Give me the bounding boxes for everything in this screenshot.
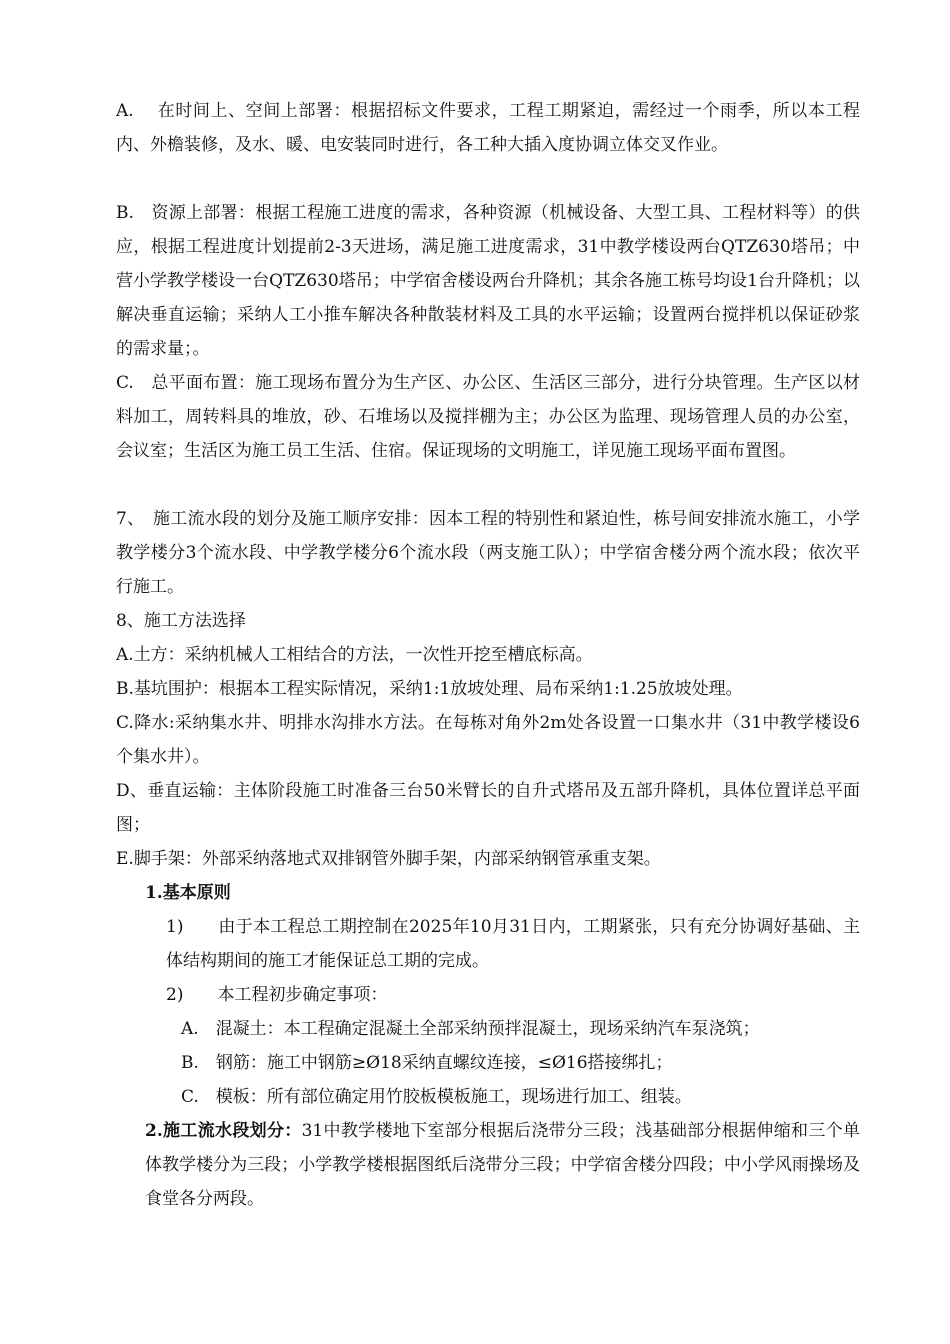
method-dewatering: [116, 706, 860, 774]
paragraph-methods-title: [116, 604, 860, 638]
method-vertical-transport: [116, 774, 860, 842]
paragraph-text: A.土方：采纳机械人工相结合的方法，一次性开挖至槽底标高。: [116, 645, 593, 665]
paragraph-text: 1) 由于本工程总工期控制在2025年10月31日内，工期紧张，只有充分协调好基础、主体结构期间的施工才能保证总工期的完成。: [166, 917, 860, 971]
method-pit-support: [116, 672, 860, 706]
paragraph-text: C.降水:采纳集水井、明排水沟排水方法。在每栋对角外2m处各设置一口集水井（31中教学楼设6个集水井）。: [116, 713, 860, 767]
paragraph-time-space: [116, 94, 860, 162]
heading-text: 1.基本原则: [145, 883, 231, 903]
paragraph-text: D、垂直运输：主体阶段施工时准备三台50米臂长的自升式塔吊及五部升降机，具体位置详总平面图；: [116, 781, 860, 835]
paragraph-text: C. 模板：所有部位确定用竹胶板模板施工，现场进行加工、组装。: [181, 1087, 692, 1107]
principle-item-1: [166, 910, 860, 978]
method-scaffolding: [116, 842, 860, 876]
paragraph-text: B.基坑围护：根据本工程实际情况，采纳1:1放坡处理、局布采纳1:1.25放坡处理。: [116, 679, 743, 699]
item-concrete: [181, 1012, 860, 1046]
item-rebar: [181, 1046, 860, 1080]
paragraph-text: A. 混凝土：本工程确定混凝土全部采纳预拌混凝土，现场采纳汽车泵浇筑；: [181, 1019, 760, 1039]
heading-text: 2.施工流水段划分：: [145, 1121, 302, 1141]
paragraph-text: A. 在时间上、空间上部署：根据招标文件要求，工程工期紧迫，需经过一个雨季，所以本工程内、外檐装修，及水、暖、电安装同时进行，各工种大插入度协调立体交叉作业。: [116, 101, 860, 155]
paragraph-text: E.脚手架：外部采纳落地式双排钢管外脚手架，内部采纳钢管承重支架。: [116, 849, 661, 869]
paragraph-flow-division: [145, 1114, 860, 1216]
principle-item-2: [166, 978, 860, 1012]
item-formwork: [181, 1080, 860, 1114]
method-earthwork: [116, 638, 860, 672]
paragraph-text: 2) 本工程初步确定事项：: [166, 985, 388, 1005]
paragraph-text: C. 总平面布置：施工现场布置分为生产区、办公区、生活区三部分，进行分块管理。生产区以材料加工，周转料具的堆放，砂、石堆场以及搅拌棚为主；办公区为监理、现场管理人员的办公室，会议室；生活区为施工员工生活、住宿。保证现场的文明施工，详见施工现场平面布置图。: [116, 373, 860, 461]
paragraph-text: [145, 1114, 860, 1216]
paragraph-site-layout: [116, 366, 860, 468]
paragraph-flow-sections: [116, 502, 860, 604]
paragraph-text: B. 钢筋：施工中钢筋≥Ø18采纳直螺纹连接，≤Ø16搭接绑扎；: [181, 1053, 673, 1073]
paragraph-text: B. 资源上部署：根据工程施工进度的需求，各种资源（机械设备、大型工具、工程材料等）的供应，根据工程进度计划提前2-3天进场，满足施工进度需求，31中教学楼设两台QTZ630塔吊；中营小学教学楼设一台QTZ630塔吊；中学宿舍楼设两台升降机；其余各施工栋号均设1台升降机；以解决垂直运输；采纳人工小推车解决各种散装材料及工具的水平运输；设置两台搅拌机以保证砂浆的需求量；。: [116, 203, 860, 359]
flow-division-text: 31中教学楼地下室部分根据后浇带分三段；浅基础部分根据伸缩和三个单体教学楼分为三段；小学教学楼根据图纸后浇带分三段；中学宿舍楼分四段；中小学风雨操场及食堂各分两段。: [145, 1121, 860, 1209]
paragraph-text: 8、施工方法选择: [116, 611, 246, 631]
paragraph-text: 7、 施工流水段的划分及施工顺序安排：因本工程的特别性和紧迫性，栋号间安排流水施工，小学教学楼分3个流水段、中学教学楼分6个流水段（两支施工队）；中学宿舍楼分两个流水段；依次平行施工。: [116, 509, 860, 597]
heading-basic-principles: [145, 876, 860, 910]
paragraph-resources: [116, 196, 860, 366]
